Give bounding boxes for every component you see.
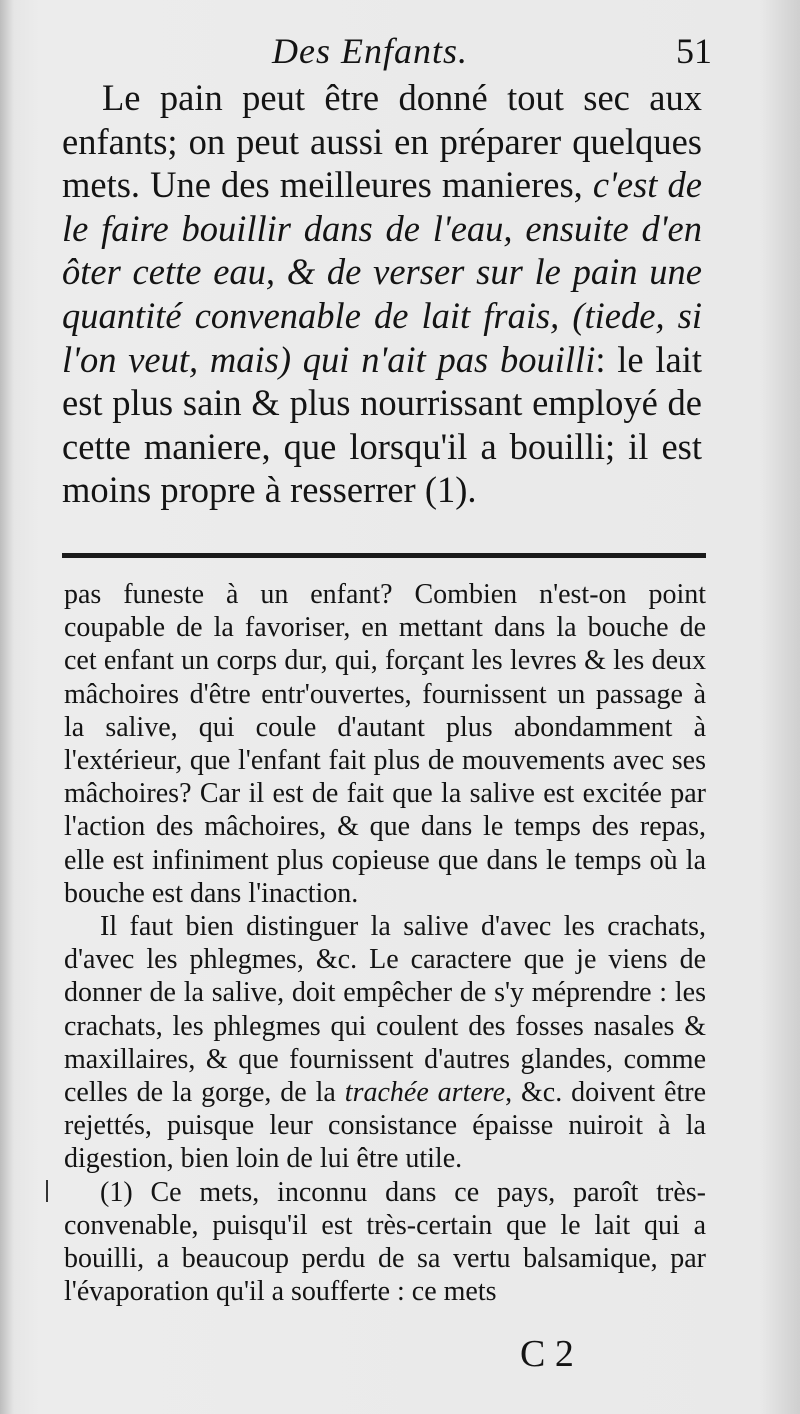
main-text-italic: c'est de le faire bouillir dans de l'eau, ensuite d'en ôter cette eau, & de verser sur le pain une quantité convenable de lait frais, (tiede, si l'on veut, mais) qui n'ait pas bouilli	[62, 164, 702, 380]
main-text	[62, 76, 702, 512]
footnote-paragraph	[64, 910, 706, 1176]
main-text-roman-1: Le pain peut être donné tout sec aux enfants; on peut aussi en préparer quelques mets. Une des meilleures manieres,	[62, 77, 702, 206]
main-paragraph	[62, 76, 702, 512]
footnote-italic-term: trachée artere	[344, 1077, 506, 1109]
margin-mark	[46, 1180, 48, 1202]
footnote-text-1: Il faut bien distinguer la salive d'avec les crachats, d'avec les phlegmes, &c. Le caractere que je viens de donner de la salive, doit empêcher de s'y méprendre : les crachats, les phlegmes qui coulent des fosses nasales & maxillaires, & que fournissent d'autres glandes, comme celles de la gorge, de la	[64, 911, 706, 1109]
page-header	[60, 28, 720, 78]
footnotes	[64, 578, 706, 1308]
footnote-separator-rule	[62, 553, 706, 558]
page-number: 51	[676, 31, 712, 71]
signature-mark: C 2	[520, 1333, 574, 1375]
footnote-text-2: , &c. doivent être rejettés, puisque leur consistance épaisse nuiroit à la digestion, bien loin de lui être utile.	[64, 1077, 706, 1175]
main-text-roman-2: : le lait est plus sain & plus nourrissant employé de cette maniere, que lorsqu'il a bouilli; il est moins propre à resserrer (1).	[62, 338, 702, 511]
footnote-continuation: pas funeste à un enfant? Combien n'est-on point coupable de la favoriser, en mettant dans la bouche de cet enfant un corps dur, qui, forçant les levres & les deux mâchoires d'être entr'ouvertes, fournissent un passage à la salive, qui coule d'autant plus abondamment à l'extérieur, que l'enfant fait plus de mouvements avec ses mâchoires? Car il est de fait que la salive est excitée par l'action des mâchoires, & que dans le temps des repas, elle est infiniment plus copieuse que dans le temps où la bouche est dans l'inaction.	[64, 579, 706, 909]
footnote-1: (1) Ce mets, inconnu dans ce pays, paroît très-convenable, puisqu'il est très-certain que le lait qui a bouilli, a beaucoup perdu de sa vertu balsamique, par l'évaporation qu'il a soufferte : ce mets	[64, 1176, 706, 1308]
running-title: Des Enfants.	[272, 31, 468, 71]
